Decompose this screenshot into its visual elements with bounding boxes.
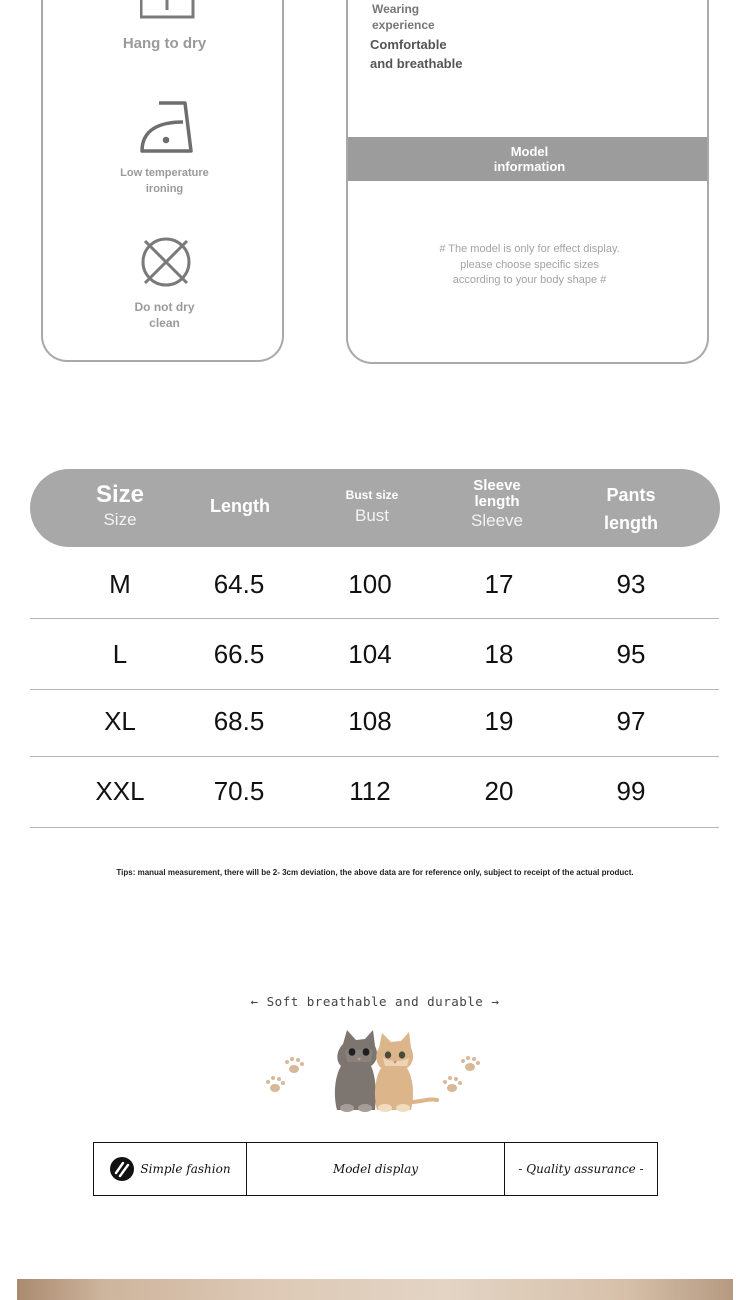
size-cell: M bbox=[109, 569, 131, 599]
sleeve-cell: 20 bbox=[484, 776, 514, 806]
header-pants: Pants length bbox=[604, 485, 658, 533]
model-display-cell: Model display bbox=[246, 1143, 504, 1195]
sleeve-cell: 17 bbox=[484, 569, 514, 599]
size-cell: L bbox=[112, 639, 128, 669]
paw-prints-left-icon bbox=[262, 1055, 312, 1100]
row-divider bbox=[30, 618, 719, 619]
brand-cell bbox=[94, 1143, 246, 1195]
size-table-header bbox=[30, 469, 720, 547]
brand-logo-icon bbox=[109, 1156, 135, 1182]
iron-label: Low temperature ironing bbox=[120, 167, 209, 195]
hang-dry-icon bbox=[140, 0, 196, 20]
header-bust: Bust size Bust bbox=[345, 488, 399, 525]
size-cell: XL bbox=[104, 706, 136, 736]
length-cell: 66.5 bbox=[213, 639, 265, 669]
hang-dry-label: Hang to dry bbox=[122, 35, 207, 52]
comfort-text: Comfortable and breathable bbox=[370, 37, 463, 71]
no-dry-clean-label: Do not dry clean bbox=[134, 300, 195, 330]
brand-label: Simple fashion bbox=[140, 1162, 231, 1176]
length-cell: 70.5 bbox=[213, 776, 265, 806]
paw-prints-right-icon bbox=[440, 1055, 490, 1100]
quality-cell: - Quality assurance - bbox=[504, 1143, 657, 1195]
row-divider bbox=[30, 827, 719, 828]
soft-breathable-title: ← Soft breathable and durable → bbox=[250, 994, 500, 1009]
iron-icon bbox=[139, 100, 199, 156]
header-sleeve: Sleeve length Sleeve bbox=[471, 477, 523, 530]
feature-bar bbox=[93, 1142, 658, 1196]
row-divider bbox=[30, 756, 719, 757]
product-photo-strip bbox=[17, 1279, 733, 1300]
pants-cell: 95 bbox=[616, 639, 646, 669]
length-cell: 68.5 bbox=[213, 706, 265, 736]
measurement-tips: Tips: manual measurement, there will be 2- 3cm deviation, the above data are for reference only, subject to receipt of the actual product. bbox=[116, 868, 634, 877]
no-dry-clean-icon bbox=[139, 235, 193, 289]
model-disclaimer: # The model is only for effect display. please choose specific sizes according to your body shape # bbox=[439, 243, 620, 286]
pants-cell: 97 bbox=[616, 706, 646, 736]
pants-cell: 93 bbox=[616, 569, 646, 599]
care-instructions-card bbox=[41, 0, 284, 362]
size-cell: XXL bbox=[95, 776, 145, 806]
bust-cell: 108 bbox=[348, 706, 392, 736]
header-length: Length bbox=[210, 496, 270, 516]
sleeve-cell: 19 bbox=[484, 706, 514, 736]
length-cell: 64.5 bbox=[213, 569, 265, 599]
row-divider bbox=[30, 689, 719, 690]
bust-cell: 100 bbox=[348, 569, 392, 599]
kittens-illustration bbox=[325, 1028, 440, 1114]
wearing-experience-label: Wearing experience bbox=[372, 2, 435, 32]
sleeve-cell: 18 bbox=[484, 639, 514, 669]
model-info-card bbox=[346, 0, 709, 364]
pants-cell: 99 bbox=[616, 776, 646, 806]
header-size: Size Size bbox=[95, 481, 145, 529]
model-information-band: Model information bbox=[348, 137, 709, 181]
bust-cell: 112 bbox=[349, 776, 391, 806]
bust-cell: 104 bbox=[348, 639, 392, 669]
